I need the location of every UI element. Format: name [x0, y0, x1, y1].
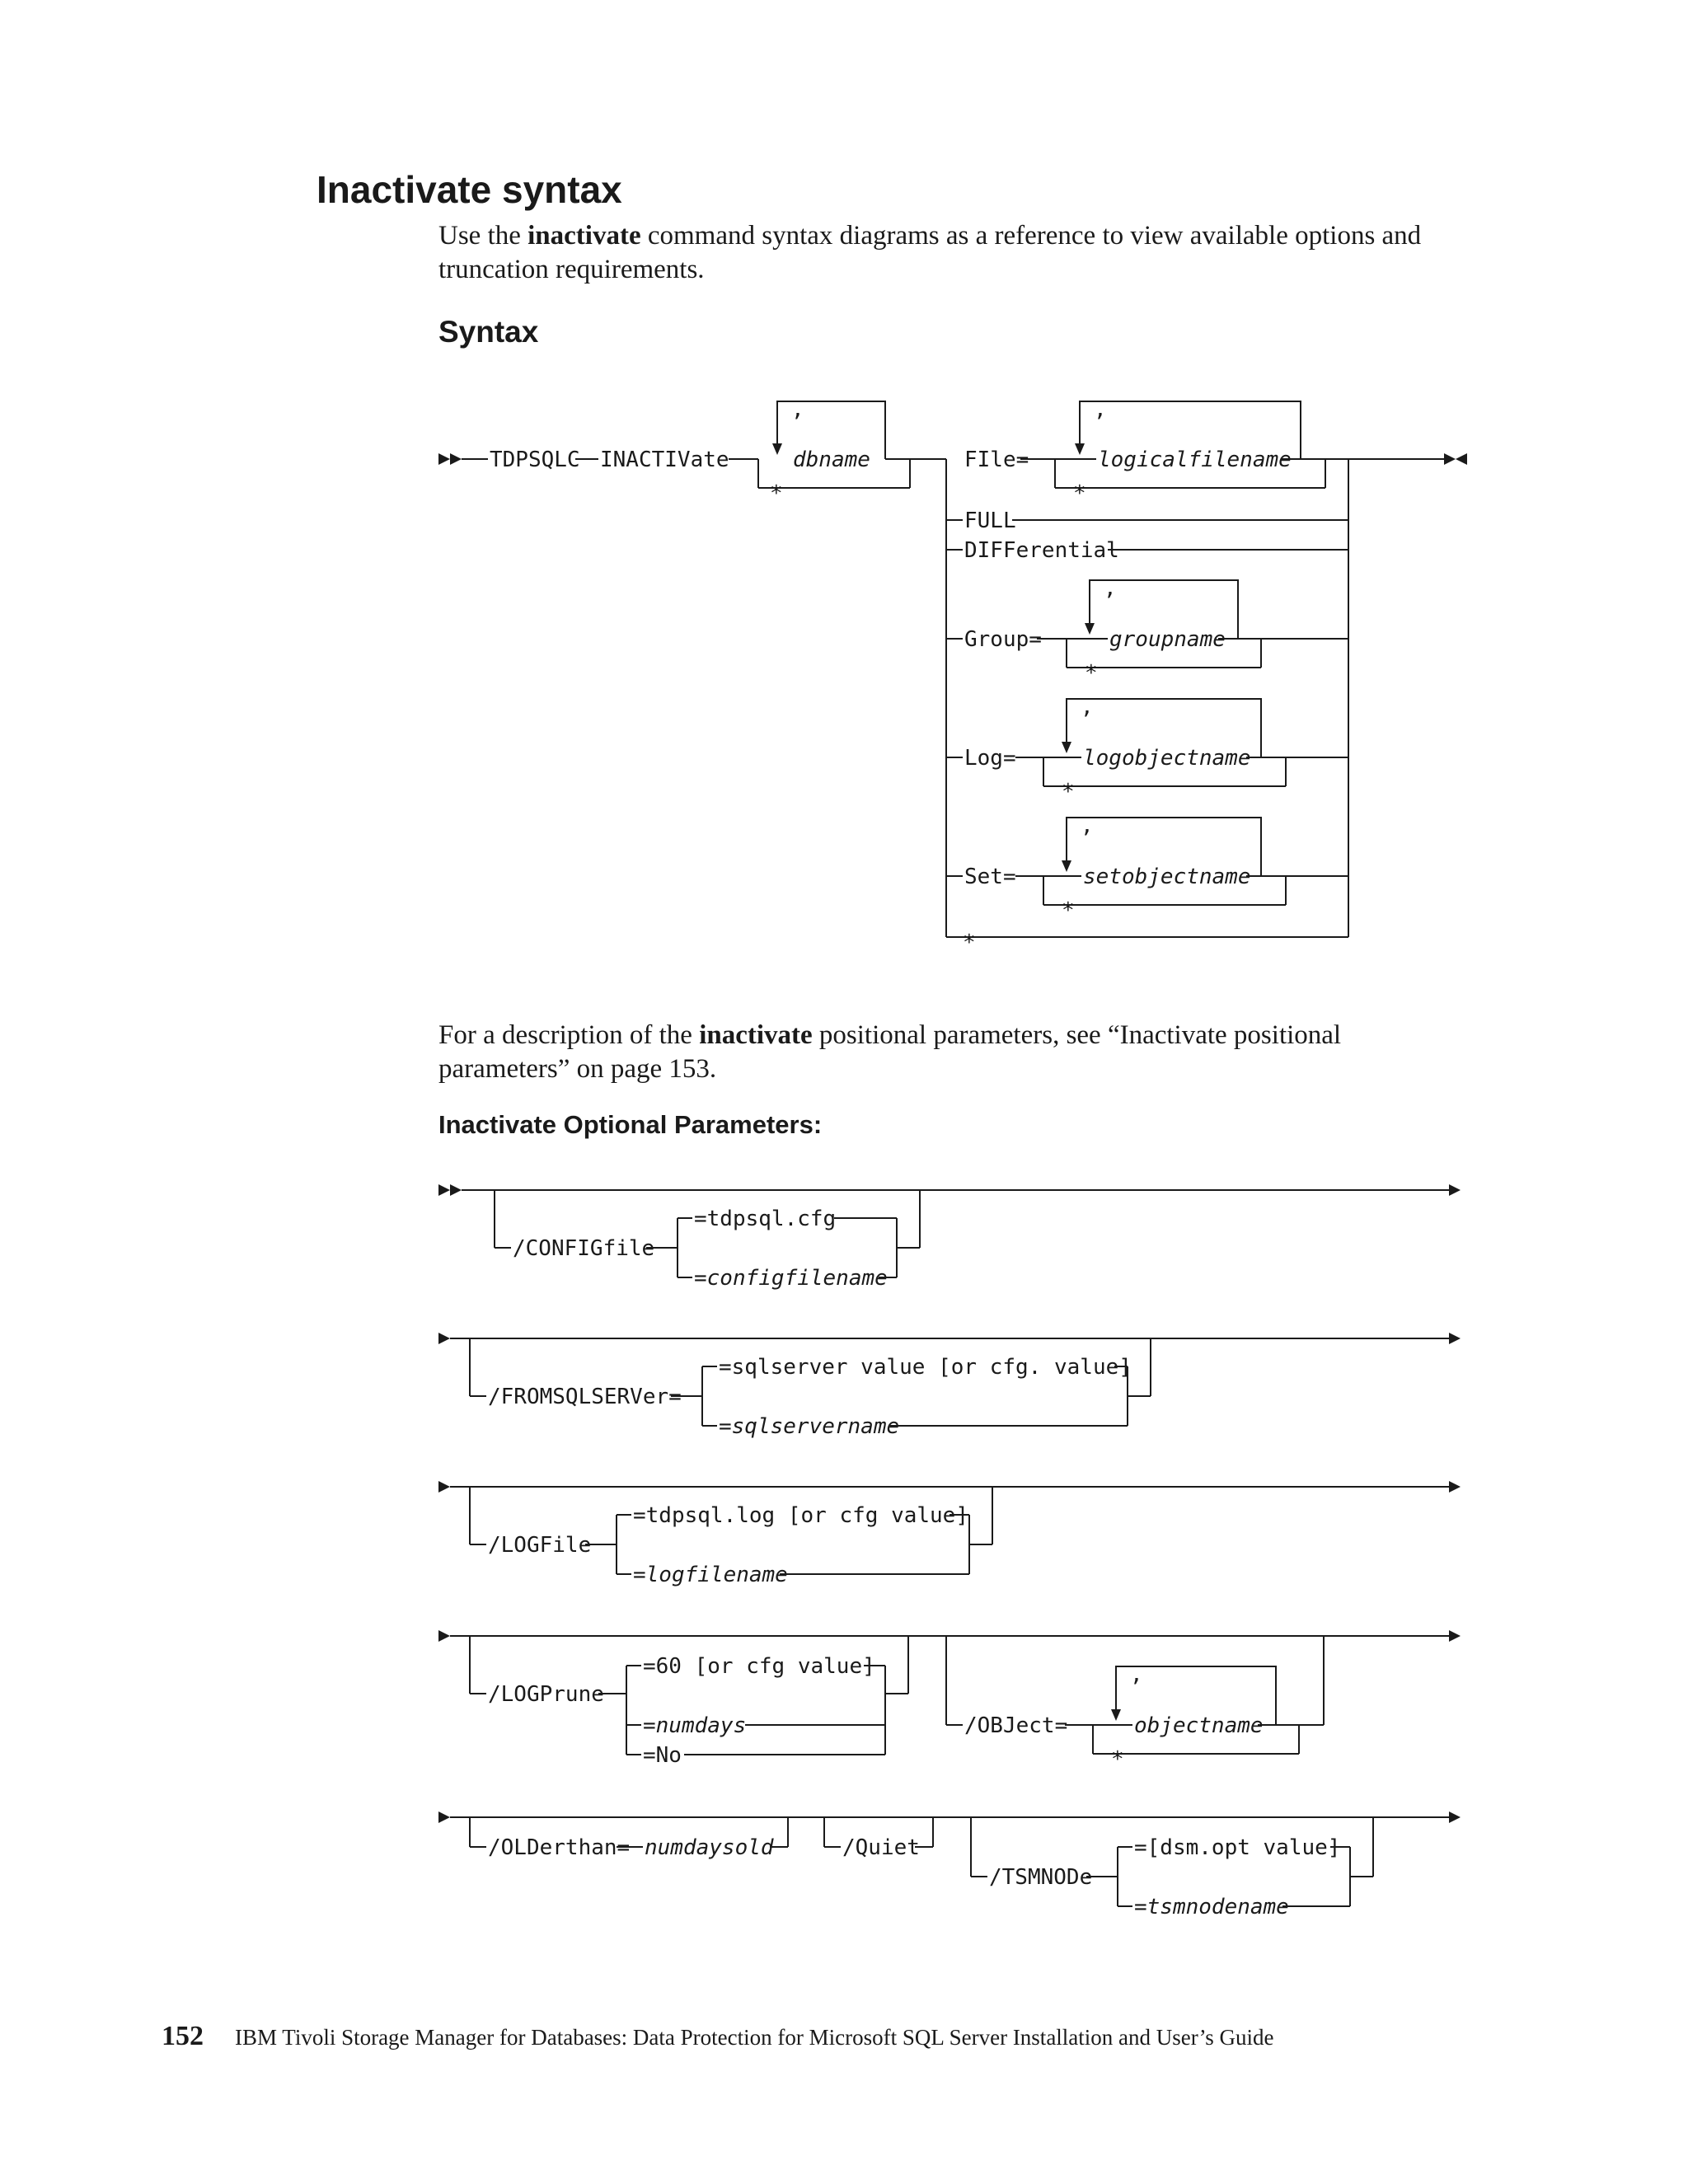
- param-setobjectname: setobjectname: [1083, 865, 1251, 889]
- svg-text:=No: =No: [643, 1743, 682, 1768]
- svg-text:,: ,: [1081, 695, 1094, 719]
- footer-title: IBM Tivoli Storage Manager for Databases: Data Protection for Microsoft SQL Server Installation and User’s Guide: [235, 2025, 1274, 2050]
- positional-command-name: inactivate: [699, 1020, 813, 1050]
- svg-text:*: *: [1085, 661, 1098, 686]
- dbname-group: [758, 397, 910, 506]
- svg-text:=tdpsql.cfg: =tdpsql.cfg: [694, 1207, 837, 1231]
- keyword-differential: DIFFerential: [964, 538, 1119, 563]
- logfile-option: [438, 1481, 1461, 1587]
- command-inactivate: INACTIVate: [600, 448, 729, 472]
- olderthan-quiet-tsmnode-row: [438, 1811, 1461, 1919]
- svg-text:,: ,: [1081, 813, 1094, 838]
- svg-text:=configfilename: =configfilename: [694, 1266, 888, 1291]
- param-dbname: dbname: [793, 448, 870, 472]
- intro-text-start: Use the: [438, 221, 528, 251]
- keyword-log: Log=: [964, 746, 1016, 771]
- keyword-full: FULL: [964, 509, 1016, 533]
- diagram-end-marker: [1444, 453, 1456, 465]
- object-option: [946, 1636, 1324, 1772]
- olderthan-option: [470, 1817, 788, 1860]
- keyword-group: Group=: [964, 627, 1042, 652]
- intro-command-name: inactivate: [528, 221, 641, 251]
- page-title: Inactivate syntax: [316, 168, 622, 211]
- syntax-heading: Syntax: [438, 315, 539, 349]
- svg-text:,: ,: [1104, 576, 1117, 601]
- keyword-olderthan: /OLDerthan=: [488, 1835, 631, 1860]
- param-groupname: groupname: [1109, 627, 1226, 652]
- keyword-tsmnode: /TSMNODe: [989, 1865, 1093, 1890]
- keyword-logprune: /LOGPrune: [488, 1682, 604, 1707]
- svg-text:=tsmnodename: =tsmnodename: [1134, 1895, 1289, 1919]
- file-option: [964, 397, 1348, 506]
- diagram-start-marker: [438, 453, 450, 465]
- svg-text:=[dsm.opt value]: =[dsm.opt value]: [1134, 1835, 1341, 1860]
- svg-text:*: *: [1062, 780, 1075, 804]
- page-footer: [162, 2021, 1274, 2052]
- param-objectname: objectname: [1134, 1713, 1264, 1738]
- param-logicalfilename: logicalfilename: [1098, 448, 1292, 472]
- keyword-quiet: /Quiet: [842, 1835, 920, 1860]
- svg-text:,: ,: [1094, 397, 1107, 422]
- set-option: [946, 813, 1348, 923]
- optional-parameters-heading: Inactivate Optional Parameters:: [438, 1110, 823, 1139]
- svg-text:=logfilename: =logfilename: [633, 1563, 788, 1587]
- keyword-object: /OBJect=: [964, 1713, 1068, 1738]
- svg-text:=sqlserver value [or cfg. valu: =sqlserver value [or cfg. value]: [719, 1355, 1132, 1380]
- svg-text:=sqlservername: =sqlservername: [719, 1414, 900, 1439]
- svg-text:=60 [or cfg value]: =60 [or cfg value]: [643, 1654, 875, 1679]
- tsmnode-option: [971, 1817, 1373, 1919]
- positional-note: For a description of the inactivate positional parameters, see “Inactivate positional parameters” on page 153.: [438, 1020, 1342, 1084]
- diagram-start-marker: [438, 1184, 450, 1196]
- param-numdaysold: numdaysold: [645, 1835, 774, 1860]
- quiet-option: [824, 1817, 933, 1860]
- svg-text:=numdays: =numdays: [643, 1713, 747, 1738]
- fromsqlserver-option: [438, 1333, 1461, 1439]
- group-option: [946, 576, 1348, 686]
- logprune-object-row: [438, 1630, 1461, 1772]
- repeat-comma: ,: [791, 397, 804, 422]
- keyword-logfile: /LOGFile: [488, 1533, 592, 1558]
- svg-text:=tdpsql.log [or cfg value]: =tdpsql.log [or cfg value]: [633, 1503, 968, 1528]
- logprune-option: [470, 1636, 908, 1768]
- svg-text:*: *: [1111, 1747, 1124, 1772]
- syntax-diagram: [438, 397, 1467, 955]
- dbname-wildcard: *: [770, 481, 783, 506]
- command-tdpsqlc: TDPSQLC: [490, 448, 580, 472]
- keyword-fromsqlserver: /FROMSQLSERVer=: [488, 1385, 682, 1409]
- configfile-option: [438, 1184, 1461, 1291]
- all-wildcard: *: [963, 930, 976, 955]
- keyword-file: FIle=: [964, 448, 1029, 472]
- svg-text:*: *: [1073, 481, 1086, 506]
- svg-text:,: ,: [1130, 1662, 1143, 1687]
- keyword-configfile: /CONFIGfile: [513, 1236, 655, 1261]
- svg-text:*: *: [1062, 898, 1075, 923]
- log-option: [946, 695, 1348, 804]
- intro-text-end: command syntax diagrams as a reference to view available options and truncation requirements.: [438, 221, 1422, 284]
- keyword-set: Set=: [964, 865, 1016, 889]
- param-logobjectname: logobjectname: [1083, 746, 1251, 771]
- optional-parameters-diagram: [438, 1184, 1461, 1919]
- page-number: 152: [162, 2021, 204, 2051]
